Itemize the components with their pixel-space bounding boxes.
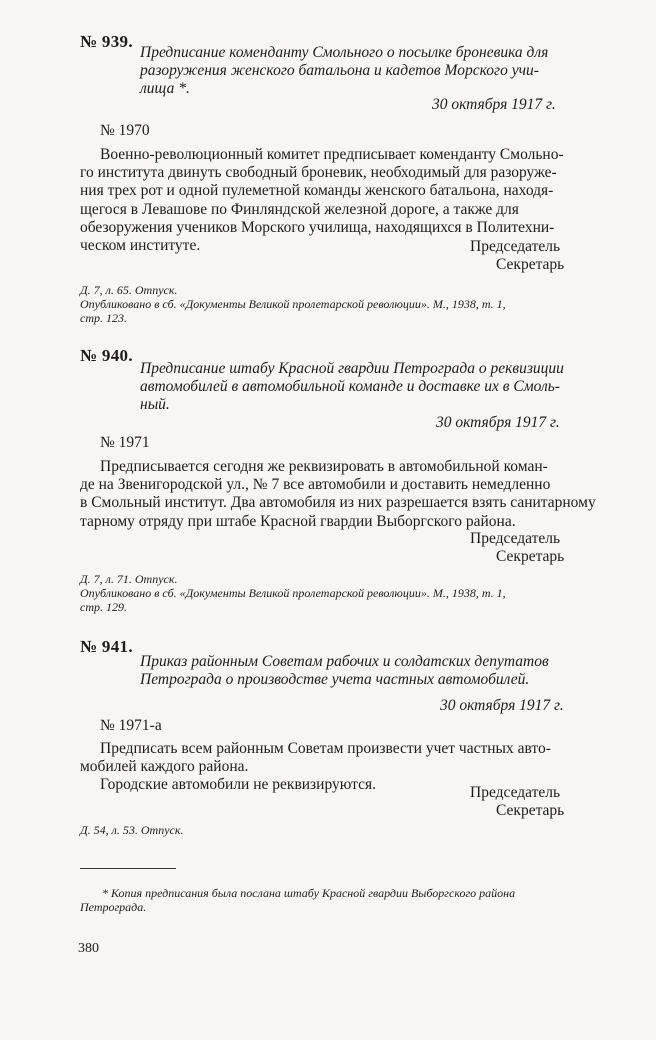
doc-940-signature [470,530,564,566]
body-line: щегося в Левашове по Финляндской железной дороге, а также для [80,200,519,218]
signature-chairman: Председатель [470,530,561,547]
title-line: Приказ районным Советам рабочих и солдатских депутатов [140,653,549,670]
doc-941-signature [470,784,564,820]
body-line: в Смольный институт. Два автомобиля из них разрешается взять санитарному [80,494,596,512]
body-line: тарному отряду при штабе Красной гвардии Выборгского района. [80,512,516,530]
doc-940-doc-number: № 1971 [100,434,150,451]
source-line: Д. 54, л. 53. Отпуск. [80,823,184,837]
body-line: Городские автомобили не реквизируются. [100,776,376,794]
doc-941-number: № 941. [80,637,133,656]
doc-940-body [80,458,596,531]
doc-940-title [140,360,564,414]
doc-940-source [80,572,506,614]
title-line: Петрограда о производстве учета частных автомобилей. [140,671,530,688]
page-number: 380 [78,941,99,956]
doc-941-source [80,823,183,837]
body-line: Предписывается сегодня же реквизировать в автомобильной коман- [100,458,548,475]
body-line: де на Звенигородской ул., № 7 все автомобили и доставить немедленно [80,476,551,494]
title-line: автомобилей в автомобильной команде и доставке их в Смоль- [140,378,560,395]
title-line: Предписание коменданту Смольного о посылке броневика для [140,44,549,61]
doc-941-doc-number: № 1971-а [100,717,162,734]
doc-941-date: 30 октября 1917 г. [440,697,564,714]
doc-941-title [140,653,549,689]
source-line: стр. 123. [80,311,127,325]
source-line: Д. 7, л. 65. Отпуск. [80,283,178,297]
body-line: ческом институте. [80,237,201,255]
signature-chairman: Председатель [470,238,561,255]
title-line: лища *. [140,80,190,97]
doc-940-number: № 940. [80,346,133,365]
doc-939-doc-number: № 1970 [100,122,150,139]
title-line: Предписание штабу Красной гвардии Петрограда о реквизиции [140,360,564,377]
signature-chairman: Председатель [470,784,561,801]
title-line: ный. [140,396,170,413]
body-line: го института двинуть свободный броневик, необходимый для разоруже- [80,164,557,182]
body-line: Предписать всем районным Советам произвести учет частных авто- [100,740,551,757]
title-line: разоружения женского батальона и кадетов Морского учи- [140,62,539,79]
source-line: Опубликовано в сб. «Документы Великой пролетарской революции». М., 1938, т. 1, [80,586,506,600]
doc-939-title [140,44,548,98]
footnote-line: Петрограда. [80,900,147,914]
footnote [80,886,515,914]
doc-939-number: № 939. [80,32,133,51]
source-line: Д. 7, л. 71. Отпуск. [80,572,178,586]
footnote-line: * Копия предписания была послана штабу Красной гвардии Выборгского района [102,886,516,900]
signature-secretary: Секретарь [496,256,565,273]
doc-940-date: 30 октября 1917 г. [436,414,560,431]
doc-939-signature [470,238,564,274]
doc-939-date: 30 октября 1917 г. [432,96,556,113]
source-line: стр. 129. [80,600,127,614]
source-line: Опубликовано в сб. «Документы Великой пролетарской революции». М., 1938, т. 1, [80,297,506,311]
body-line: обезоружения учеников Морского училища, находящихся в Политехни- [80,218,555,236]
signature-secretary: Секретарь [496,802,565,819]
body-line: ния трех рот и одной пулеметной команды женского батальона, находя- [80,182,554,200]
body-line: мобилей каждого района. [80,758,249,776]
body-line: Военно-революционный комитет предписывает коменданту Смольно- [100,146,564,163]
footnote-divider [80,868,176,869]
signature-secretary: Секретарь [496,548,565,565]
doc-939-source [80,283,506,325]
